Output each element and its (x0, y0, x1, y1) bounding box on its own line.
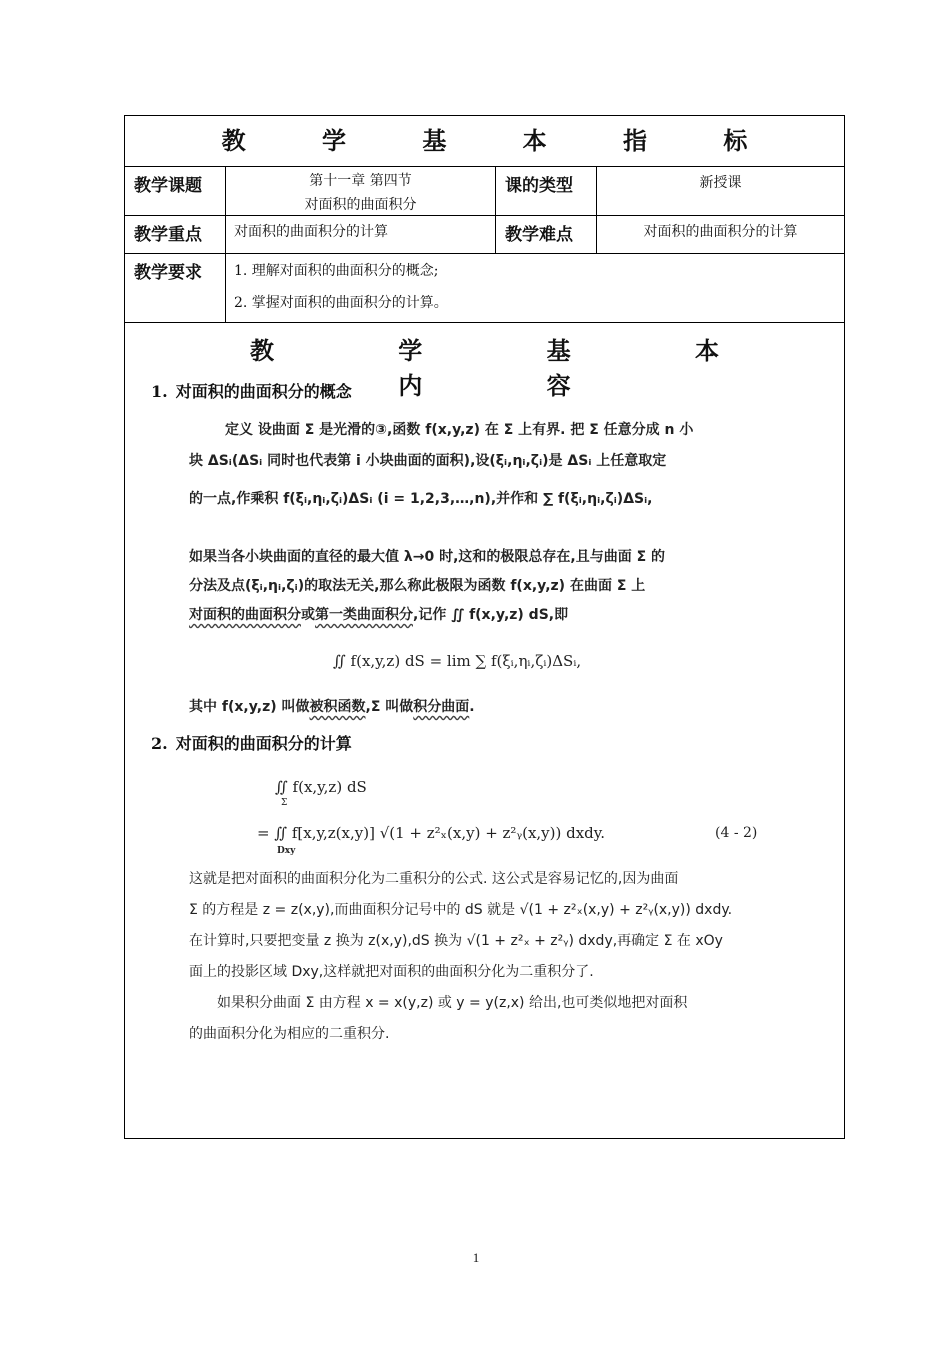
indicators-title-row (125, 116, 844, 167)
topic-value (226, 167, 496, 215)
definition-line-3: 的一点,作乘积 f(ξᵢ,ηᵢ,ζᵢ)ΔSᵢ (i = 1,2,3,…,n),并作和 ∑ f(ξᵢ,ηᵢ,ζᵢ)ΔSᵢ, (189, 491, 653, 507)
focus-row (125, 216, 844, 254)
calc-text-line-6: 的曲面积分化为相应的二重积分. (189, 1026, 390, 1042)
page-number: 1 (472, 1250, 480, 1265)
definition-connector: 或 (301, 607, 315, 623)
requirements-label: 教学要求 (125, 254, 226, 322)
requirements-row (125, 254, 844, 323)
topic-line-1: 第十一章 第四节 (309, 173, 412, 189)
definition-comma: ,Σ 叫做 (365, 699, 414, 715)
definition-period: . (469, 699, 475, 715)
section-1-title: 对面积的曲面积分的概念 (175, 382, 352, 401)
requirement-item: 2. 掌握对面积的曲面积分的计算。 (234, 295, 448, 311)
calc-formula-top: ∬ f(x,y,z) dS (275, 778, 367, 796)
topic-label: 教学课题 (125, 167, 226, 215)
indicators-title: 教 学 基 本 指 标 (221, 127, 782, 155)
type-value: 新授课 (699, 175, 742, 191)
section-2-heading (151, 731, 352, 754)
definition-line-1: 定义 设曲面 Σ 是光滑的③,函数 f(x,y,z) 在 Σ 上有界. 把 Σ 任意分成 n 小 (225, 422, 694, 438)
difficulty-value: 对面积的曲面积分的计算 (643, 224, 798, 240)
term-integrand: 被积函数 (309, 699, 366, 715)
topic-row (125, 167, 844, 216)
difficulty-label: 教学难点 (496, 216, 597, 253)
calc-sigma-label: Σ (281, 798, 288, 808)
term-surface-integral: 对面积的曲面积分 (189, 607, 301, 623)
focus-value: 对面积的曲面积分的计算 (226, 216, 496, 253)
calc-text-line-1: 这就是把对面积的曲面积分化为二重积分的公式. 这公式是容易记忆的,因为曲面 (189, 871, 679, 887)
equation-number: (4 - 2) (715, 825, 758, 841)
calc-text-line-3: 在计算时,只要把变量 z 换为 z(x,y),dS 换为 √(1 + z²ₓ + z²ᵧ) dxdy,再确定 Σ 在 xOy (189, 933, 723, 949)
term-first-kind: 第一类曲面积分 (315, 607, 413, 623)
definition-line-5: 分法及点(ξᵢ,ηᵢ,ζᵢ)的取法无关,那么称此极限为函数 f(x,y,z) 在曲面 Σ 上 (189, 578, 646, 594)
definition-line-4: 如果当各小块曲面的直径的最大值 λ→0 时,这和的极限总存在,且与曲面 Σ 的 (189, 549, 666, 565)
definition-formula: ∬ f(x,y,z) dS = lim ∑ f(ξᵢ,ηᵢ,ζᵢ)ΔSᵢ, (333, 652, 582, 670)
calc-text-line-2: Σ 的方程是 z = z(x,y),而曲面积分记号中的 dS 就是 √(1 + z²ₓ(x,y) + z²ᵧ(x,y)) dxdy. (189, 902, 733, 918)
section-2-number: 2. (151, 734, 168, 753)
definition-line-7 (189, 693, 475, 722)
lesson-plan-table (124, 115, 845, 1139)
calc-region-label: Dxy (277, 846, 296, 856)
definition-where: 其中 f(x,y,z) 叫做 (189, 699, 310, 715)
topic-line-2: 对面积的曲面积分 (304, 197, 417, 213)
calc-text-line-4: 面上的投影区域 Dxy,这样就把对面积的曲面积分化为二重积分了. (189, 964, 594, 980)
focus-label: 教学重点 (125, 216, 226, 253)
calc-text-line-5: 如果积分曲面 Σ 由方程 x = x(y,z) 或 y = y(z,x) 给出,也可类似地把对面积 (217, 995, 688, 1011)
definition-notation: ,记作 ∬ f(x,y,z) dS,即 (413, 607, 569, 623)
requirements-list (226, 254, 844, 322)
definition-line-2: 块 ΔSᵢ(ΔSᵢ 同时也代表第 i 小块曲面的面积),设(ξᵢ,ηᵢ,ζᵢ)是 ΔSᵢ 上任意取定 (189, 453, 667, 469)
calc-formula-bottom: = ∬ f[x,y,z(x,y)] √(1 + z²ₓ(x,y) + z²ᵧ(x,y)) dxdy. (257, 824, 606, 842)
content-title: 教 学 基 本 内 容 (249, 337, 778, 400)
definition-line-6 (189, 601, 568, 630)
section-1-heading (151, 379, 352, 402)
term-integration-surface: 积分曲面 (413, 699, 470, 715)
requirement-item: 1. 理解对面积的曲面积分的概念; (234, 263, 439, 279)
content-area (125, 323, 844, 1138)
section-1-number: 1. (151, 382, 168, 401)
type-label: 课的类型 (496, 167, 597, 215)
section-2-title: 对面积的曲面积分的计算 (175, 734, 352, 753)
